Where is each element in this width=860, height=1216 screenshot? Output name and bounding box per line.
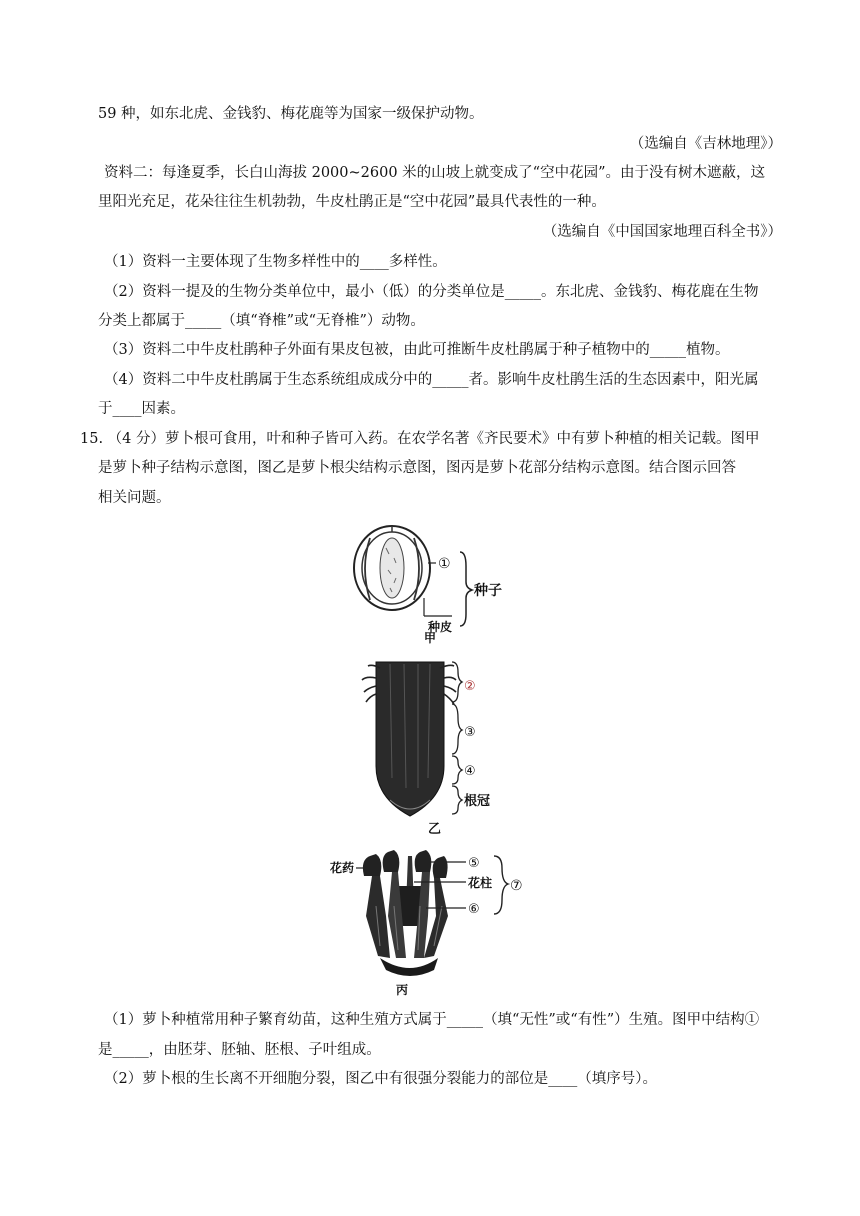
question-line: （1）资料一主要体现了生物多样性中的____多样性。 xyxy=(104,254,447,270)
label-anther: 花药 xyxy=(330,861,355,875)
text-line: 里阳光充足，花朵往往生机勃勃，牛皮杜鹃正是“空中花园”最具代表性的一种。 xyxy=(98,194,606,210)
figure-seed-structure xyxy=(340,518,540,648)
problem-15-title: 15. （4 分）萝卜根可食用，叶和种子皆可入药。在农学名著《齐民要术》中有萝卜种植的相关记载。图甲 xyxy=(80,431,760,447)
label-root-cap: 根冠 xyxy=(464,794,491,809)
text-line: 是萝卜种子结构示意图，图乙是萝卜根尖结构示意图，图丙是萝卜花部分结构示意图。结合图示回答 xyxy=(98,460,736,476)
seed-drawing xyxy=(354,526,430,610)
question-line: 于____因素。 xyxy=(98,401,185,417)
figure-caption-jia: 甲 xyxy=(424,631,437,645)
figure-caption-bing: 丙 xyxy=(396,983,409,996)
bracket xyxy=(460,552,472,626)
label-seed-coat: 种皮 xyxy=(428,620,453,634)
question-line: （4）资料二中牛皮杜鹃属于生态系统组成成分中的_____者。影响牛皮杜鹃生活的生态因素中，阳光属 xyxy=(104,372,759,388)
root-tip-drawing xyxy=(362,662,456,816)
label-seed: 种子 xyxy=(474,583,502,599)
question-line: 分类上都属于_____（填“脊椎”或“无脊椎”）动物。 xyxy=(98,313,425,329)
figure-root-tip xyxy=(360,658,520,838)
figure-flower-parts xyxy=(330,846,550,996)
text-line: 相关问题。 xyxy=(98,490,171,506)
answer-line: （1）萝卜种植常用种子繁育幼苗，这种生殖方式属于_____（填“无性”或“有性”）生殖。图甲中结构① xyxy=(104,1012,760,1028)
label-style: 花柱 xyxy=(468,876,493,890)
label-part-6: ⑥ xyxy=(468,902,480,917)
source-citation: （选编自《吉林地理》） xyxy=(629,136,782,152)
source-citation: （选编自《中国国家地理百科全书》） xyxy=(542,224,782,240)
question-line: （2）资料一提及的生物分类单位中，最小（低）的分类单位是_____。东北虎、金钱豹、梅花鹿在生物 xyxy=(104,284,759,300)
label-part-5: ⑤ xyxy=(468,856,480,871)
label-region-4: ④ xyxy=(464,764,476,779)
label-region-3: ③ xyxy=(464,725,476,740)
label-part-7: ⑦ xyxy=(510,878,523,894)
label-structure-1: ① xyxy=(438,556,451,572)
question-line: （3）资料二中牛皮杜鹃种子外面有果皮包被，由此可推断牛皮杜鹃属于种子植物中的_____植物。 xyxy=(104,342,730,358)
flower-drawing xyxy=(363,850,448,976)
answer-line: （2）萝卜根的生长离不开细胞分裂，图乙中有很强分裂能力的部位是____（填序号）。 xyxy=(104,1071,657,1087)
text-line: 59 种，如东北虎、金钱豹、梅花鹿等为国家一级保护动物。 xyxy=(98,106,484,122)
label-region-2: ② xyxy=(464,679,476,694)
answer-line: 是_____，由胚芽、胚轴、胚根、子叶组成。 xyxy=(98,1042,381,1058)
text-line: 资料二：每逢夏季，长白山海拔 2000~2600 米的山坡上就变成了“空中花园”。由于没有树木遮蔽，这 xyxy=(104,165,765,181)
figure-caption-yi: 乙 xyxy=(428,822,442,837)
